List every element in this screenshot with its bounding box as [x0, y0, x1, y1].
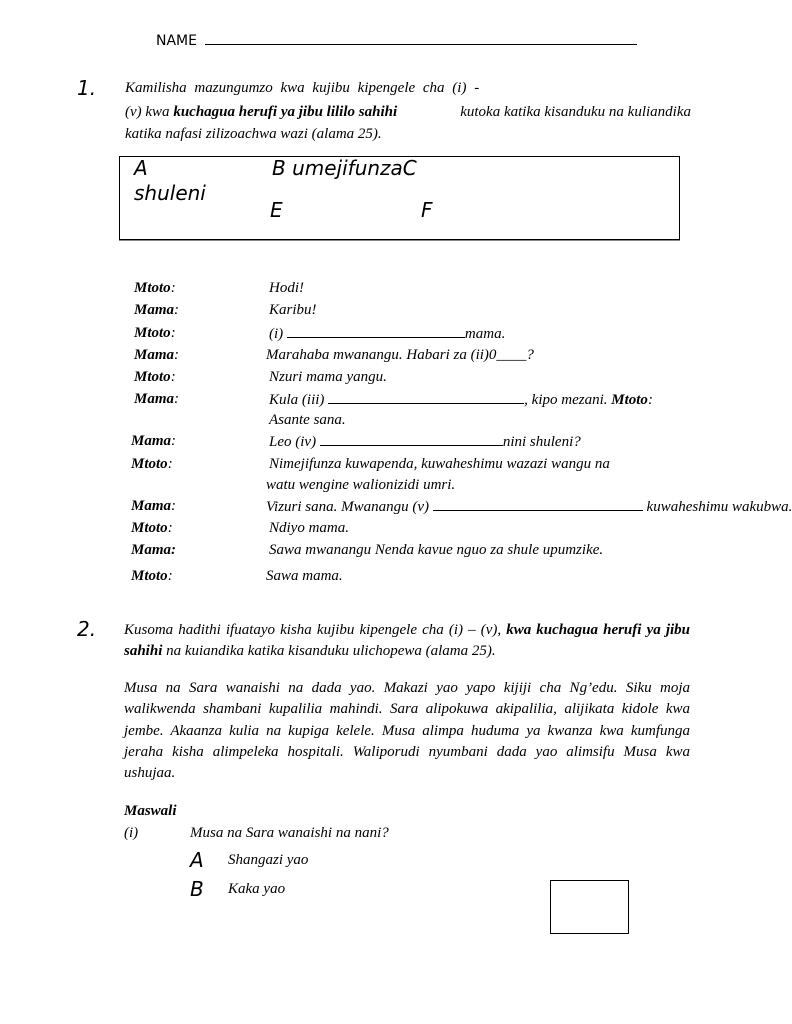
q2-instruction: Kusoma hadithi ifuatayo kisha kujibu kipengele cha (i) – (v), kwa kuchagua herufi ya jibu sahihi na kuiandika katika kisanduku ulichopewa (alama 25).: [124, 622, 691, 660]
answer-b-text: Kaka yao: [228, 881, 286, 897]
dialogue-speaker: Mama:: [134, 391, 180, 407]
dialogue-line: Kula (iii) , kipo mezani. Mtoto:: [269, 392, 653, 408]
option-a-word: shuleni: [134, 181, 206, 205]
dialogue-line: Sawa mama.: [266, 568, 343, 584]
dialogue-line: (i) mama.: [269, 326, 506, 342]
answer-b-letter: B: [190, 877, 204, 901]
q1-line2-pre: (v) kwa: [125, 104, 174, 120]
answer-box-i[interactable]: [550, 880, 629, 934]
dialogue-line: Marahaba mwanangu. Habari za (ii)0____?: [266, 347, 534, 363]
option-f: F: [421, 198, 433, 222]
dialogue-line: Sawa mwanangu Nenda kavue nguo za shule upumzike.: [269, 542, 604, 558]
dialogue-speaker: Mtoto:: [131, 456, 173, 472]
name-label: NAME: [156, 33, 197, 49]
answer-a-letter: A: [190, 848, 204, 872]
answer-a-text: Shangazi yao: [228, 852, 309, 868]
dialogue-line: Leo (iv) nini shuleni?: [269, 434, 581, 450]
question-i-label: (i): [124, 825, 139, 841]
question-1-number: 1.: [77, 76, 97, 100]
q1-line2-post: kutoka katika kisanduku na kuliandika: [460, 104, 691, 120]
name-line: [156, 32, 637, 49]
dialogue-speaker: Mtoto:: [131, 568, 173, 584]
dialogue-line: Hodi!: [269, 280, 304, 296]
dialogue-speaker: Mama:: [134, 347, 180, 363]
q1-instruction-line2: [125, 104, 691, 121]
dialogue-speaker: Mtoto:: [134, 325, 176, 341]
dialogue-line: Asante sana.: [269, 412, 346, 428]
dialogue-speaker: Mtoto:: [134, 369, 176, 385]
dialogue-speaker: Mama:: [131, 542, 176, 558]
question-i-text: Musa na Sara wanaishi na nani?: [190, 825, 389, 841]
dialogue-speaker: Mama:: [131, 498, 177, 514]
option-a-letter: A: [134, 156, 148, 180]
dialogue-speaker: Mama:: [134, 302, 180, 318]
q1-instruction-line3: katika nafasi zilizoachwa wazi (alama 25).: [125, 126, 382, 142]
dialogue-line: Nzuri mama yangu.: [269, 369, 387, 385]
dialogue-line: Vizuri sana. Mwanangu (v) kuwaheshimu wakubwa.: [266, 499, 792, 515]
option-e: E: [270, 198, 283, 222]
dialogue-speaker: Mama:: [131, 433, 177, 449]
q1-line2-bold: kuchagua herufi ya jibu lililo sahihi: [173, 104, 398, 120]
q1-instruction-line1: Kamilisha mazungumzo kwa kujibu kipengele cha (i) -: [125, 80, 480, 96]
blank-iv[interactable]: [320, 433, 503, 446]
dialogue-line: Ndiyo mama.: [269, 520, 349, 536]
dialogue-line: Nimejifunza kuwapenda, kuwaheshimu wazazi wangu na: [269, 456, 610, 472]
dialogue-speaker: Mtoto:: [131, 520, 173, 536]
blank-iii[interactable]: [328, 391, 524, 404]
blank-v[interactable]: [433, 498, 643, 511]
dialogue-line: Karibu!: [269, 302, 317, 318]
name-field[interactable]: [205, 32, 637, 45]
dialogue-line: watu wengine walionizidi umri.: [266, 477, 456, 493]
option-b: B umejifunzaC: [272, 156, 417, 180]
blank-i[interactable]: [287, 325, 465, 338]
dialogue-speaker: Mtoto:: [134, 280, 176, 296]
story-paragraph: Musa na Sara wanaishi na dada yao. Makazi yao yapo kijiji cha Ng’edu. Siku moja walikwenda shambani kupalilia mahindi. Sara alipokuwa akipalilia, alijikata kidole kwa jembe. Akaanza kulia na kupiga kelele. Musa alimpa huduma ya kwanza kwa kumfunga jeraha kisha alimpeleka hospitali. Waliporudi nyumbani dada yao alimsifu Musa kwa ushujaa.: [124, 680, 690, 782]
question-2-number: 2.: [77, 617, 97, 641]
questions-heading: Maswali: [124, 803, 177, 819]
